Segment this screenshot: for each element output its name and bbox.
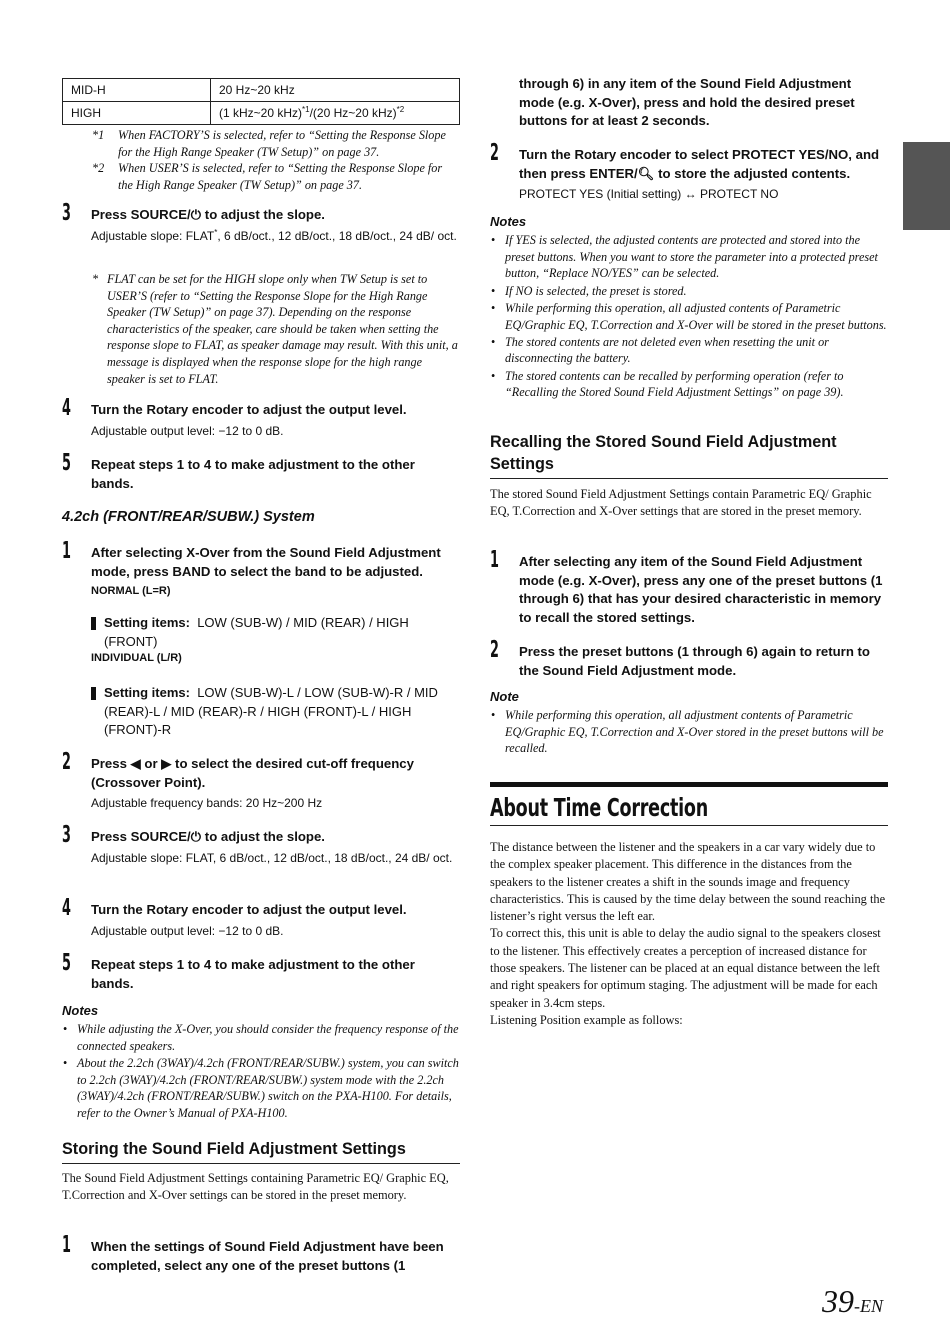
step-5: [62, 950, 460, 993]
step-heading: After selecting any item of the Sound Field Adjustment mode (e.g. X-Over), press any one of the preset buttons (1 through 6) that has your desired characteristic in memory to recall the stored settings.: [519, 554, 883, 625]
step-2: [490, 637, 888, 680]
step-number: 5: [62, 950, 71, 976]
step-detail: Adjustable output level: −12 to 0 dB.: [91, 423, 284, 438]
step-heading: Turn the Rotary encoder to adjust the output level.: [91, 402, 407, 417]
notes-heading: Notes: [62, 1003, 99, 1018]
step-detail: Adjustable slope: FLAT*, 6 dB/oct., 12 dB/oct., 18 dB/oct., 24 dB/ oct.: [91, 227, 457, 243]
step-detail: Adjustable frequency bands: 20 Hz~200 Hz: [91, 796, 323, 811]
table-cell: [211, 102, 460, 125]
list-item: • The stored contents are not deleted even when resetting the unit or disconnecting the battery.: [490, 334, 888, 367]
step-number: 2: [490, 637, 499, 663]
step-2: [62, 749, 460, 812]
step-footnote: [92, 271, 460, 387]
step-heading: When the settings of Sound Field Adjustment have been completed, select any one of the preset buttons (1: [91, 1239, 444, 1273]
step-number: 3: [62, 200, 71, 226]
setting-items: Setting items: LOW (SUB-W) / MID (REAR) / HIGH (FRONT): [91, 614, 451, 651]
step-number: 2: [62, 749, 71, 775]
step-heading: Press the preset buttons (1 through 6) again to return to the Sound Field Adjustment mode.: [519, 644, 870, 678]
mode-block: [62, 652, 460, 664]
paragraph: Listening Position example as follows:: [490, 1012, 683, 1027]
paragraph: To correct this, this unit is able to delay the audio signal to the speakers closest to the listener. This effectively creates a perception of increased distance for those speakers. The listener can be placed at an equal distance between the left and right speakers for optimum staging. The adjustment will be made for each speaker in 3.4cm steps.: [490, 926, 881, 1010]
chapter-heading: [490, 782, 888, 826]
list-item: • While adjusting the X-Over, you should consider the frequency response of the connected speakers.: [62, 1021, 460, 1054]
step-3: [62, 822, 460, 867]
step-heading: Turn the Rotary encoder to adjust the output level.: [91, 902, 407, 917]
table-cell: MID-H: [63, 79, 211, 102]
step-continuation: [490, 75, 888, 131]
setting-items: Setting items: LOW (SUB-W)-L / LOW (SUB-W)-R / MID (REAR)-L / MID (REAR)-R / HIGH (FRONT)-L / HIGH (FRONT)-R: [91, 684, 451, 740]
step-heading: Repeat steps 1 to 4 to make adjustment to the other bands.: [91, 457, 415, 491]
page-number: 39-EN: [822, 1283, 883, 1319]
cell-text: /(20 Hz~20 kHz): [309, 106, 397, 120]
table-row: [63, 79, 460, 102]
footnote-text: When FACTORY’S is selected, refer to “Setting the Response Slope for the High Range Speaker (TW Setup)” on page 37.: [118, 128, 446, 159]
table-cell: HIGH: [63, 102, 211, 125]
notes-list: [490, 707, 888, 758]
step-2: [490, 140, 888, 203]
spec-table: [62, 78, 460, 125]
step-1: [62, 1232, 460, 1275]
mode-label: NORMAL (L=R): [91, 585, 171, 598]
paragraph: The stored Sound Field Adjustment Settings contain Parametric EQ/ Graphic EQ, T.Correction and X-Over settings that are stored in the preset memory.: [490, 487, 872, 519]
footnote-ref: *1: [302, 105, 310, 114]
footnote: [92, 160, 460, 193]
system-heading: 4.2ch (FRONT/REAR/SUBW.) System: [62, 509, 315, 525]
step-1: [490, 547, 888, 627]
step-number: 5: [62, 450, 71, 476]
notes-heading: Notes: [490, 214, 527, 229]
step-5: [62, 450, 460, 493]
footnote-mark: *1: [92, 128, 105, 142]
step-heading: Press ◀ or ▶ to select the desired cut-off frequency (Crossover Point).: [91, 756, 414, 790]
paragraph: The Sound Field Adjustment Settings containing Parametric EQ/ Graphic EQ, T.Correction and X-Over settings can be stored in the preset memory.: [62, 1171, 449, 1203]
note-heading: Note: [490, 689, 519, 704]
bullet-bar: [91, 687, 96, 700]
table-cell: 20 Hz~20 kHz: [211, 79, 460, 102]
footnote-mark: *2: [92, 161, 105, 175]
step-3: [62, 200, 460, 245]
notes-list: [490, 232, 888, 402]
step-number: 4: [62, 395, 71, 421]
step-heading: Repeat steps 1 to 4 to make adjustment to the other bands.: [91, 957, 415, 991]
power-icon: ⏻: [190, 829, 202, 844]
footnote-text: FLAT can be set for the HIGH slope only when TW Setup is set to USER’S (refer to “Setting the Response Slope for the High Range Speaker (TW Setup)” on page 37). Depending on the response characteristics of the speaker, care should be taken when setting the response slope to FLAT, as speaker damage may result. With this unit, a message is displayed when the response slope for the high range speaker is set to FLAT.: [107, 272, 458, 386]
mode-label: INDIVIDUAL (L/R): [91, 652, 182, 664]
step-heading: through 6) in any item of the Sound Field Adjustment mode (e.g. X-Over), press and hold the desired preset buttons for at least 2 seconds.: [519, 76, 855, 129]
step-number: 2: [490, 140, 499, 166]
list-item: • The stored contents can be recalled by performing operation (refer to “Recalling the Stored Sound Field Adjustment Settings” on page 39).: [490, 368, 888, 401]
step-number: 3: [62, 822, 71, 848]
list-item: • If YES is selected, the adjusted contents are protected and stored into the preset buttons. When you want to store the parameter into a protected preset button, “Replace NO/YES” can be selected.: [490, 232, 888, 282]
cell-text: (1 kHz~20 kHz): [219, 106, 303, 120]
bullet-bar: [91, 617, 96, 630]
paragraph: The distance between the listener and the speakers in a car vary widely due to the complex speaker placement. This difference in the distances from the speakers to the listener creates a shift in the sounds image and frequency characteristics. This is caused by the time delay between the sound reaching the listener’s right versus the left ear.: [490, 840, 886, 924]
step-heading: Turn the Rotary encoder to select PROTECT YES/NO, and then press ENTER/🔍︎ to store the adjusted contents.: [519, 147, 880, 181]
step-number: 1: [62, 1232, 71, 1258]
list-item: • If NO is selected, the preset is stored.: [490, 283, 888, 300]
power-icon: ⏻: [190, 207, 202, 222]
step-number: 1: [62, 538, 71, 564]
chapter-title: About Time Correction: [490, 793, 709, 822]
step-1: [62, 538, 460, 598]
step-detail: Adjustable slope: FLAT, 6 dB/oct., 12 dB/oct., 18 dB/oct., 24 dB/ oct.: [91, 850, 453, 865]
step-heading: Press SOURCE/⏻ to adjust the slope.: [91, 207, 325, 222]
double-arrow-icon: ↔: [684, 187, 697, 202]
step-4: [62, 395, 460, 440]
step-number: 4: [62, 895, 71, 921]
step-number: 1: [490, 547, 499, 573]
list-item: • About the 2.2ch (3WAY)/4.2ch (FRONT/REAR/SUBW.) system, you can switch to 2.2ch (3WAY)/4.2ch (FRONT/REAR/SUBW.) system mode with the 2.2ch (3WAY)/4.2ch (FRONT/REAR/SUBW.) switch on the PXA-H100. For details, refer to the Owner’s Manual of PXA-H100.: [62, 1055, 460, 1122]
step-heading: Press SOURCE/⏻ to adjust the slope.: [91, 829, 325, 844]
step-detail: Adjustable output level: −12 to 0 dB.: [91, 923, 284, 938]
list-item: • While performing this operation, all adjusted contents of Parametric EQ/Graphic EQ, T.Correction and X-Over will be stored in the preset buttons.: [490, 300, 888, 333]
paragraph-block: [490, 839, 888, 1029]
step-detail: PROTECT YES (Initial setting) ↔ PROTECT NO: [519, 187, 779, 202]
magnifier-icon: 🔍︎: [637, 165, 655, 181]
step-heading: After selecting X-Over from the Sound Field Adjustment mode, press BAND to select the band to be adjusted.: [91, 545, 441, 579]
footnote: [92, 127, 460, 160]
footnote-ref: *2: [396, 105, 405, 114]
list-item: • While performing this operation, all adjustment contents of Parametric EQ/Graphic EQ, T.Correction and X-Over stored in the preset buttons will be recalled.: [490, 707, 888, 757]
notes-list: [62, 1021, 460, 1122]
step-4: [62, 895, 460, 940]
table-row: [63, 102, 460, 125]
footnote-text: When USER’S is selected, refer to “Setting the Response Slope for the High Range Speaker (TW Setup)” on page 37.: [118, 161, 443, 192]
footnote-mark: *: [92, 272, 99, 286]
section-heading: Storing the Sound Field Adjustment Settings: [62, 1138, 460, 1164]
section-heading: Recalling the Stored Sound Field Adjustment Settings: [490, 431, 888, 479]
section-tab: [903, 142, 950, 230]
